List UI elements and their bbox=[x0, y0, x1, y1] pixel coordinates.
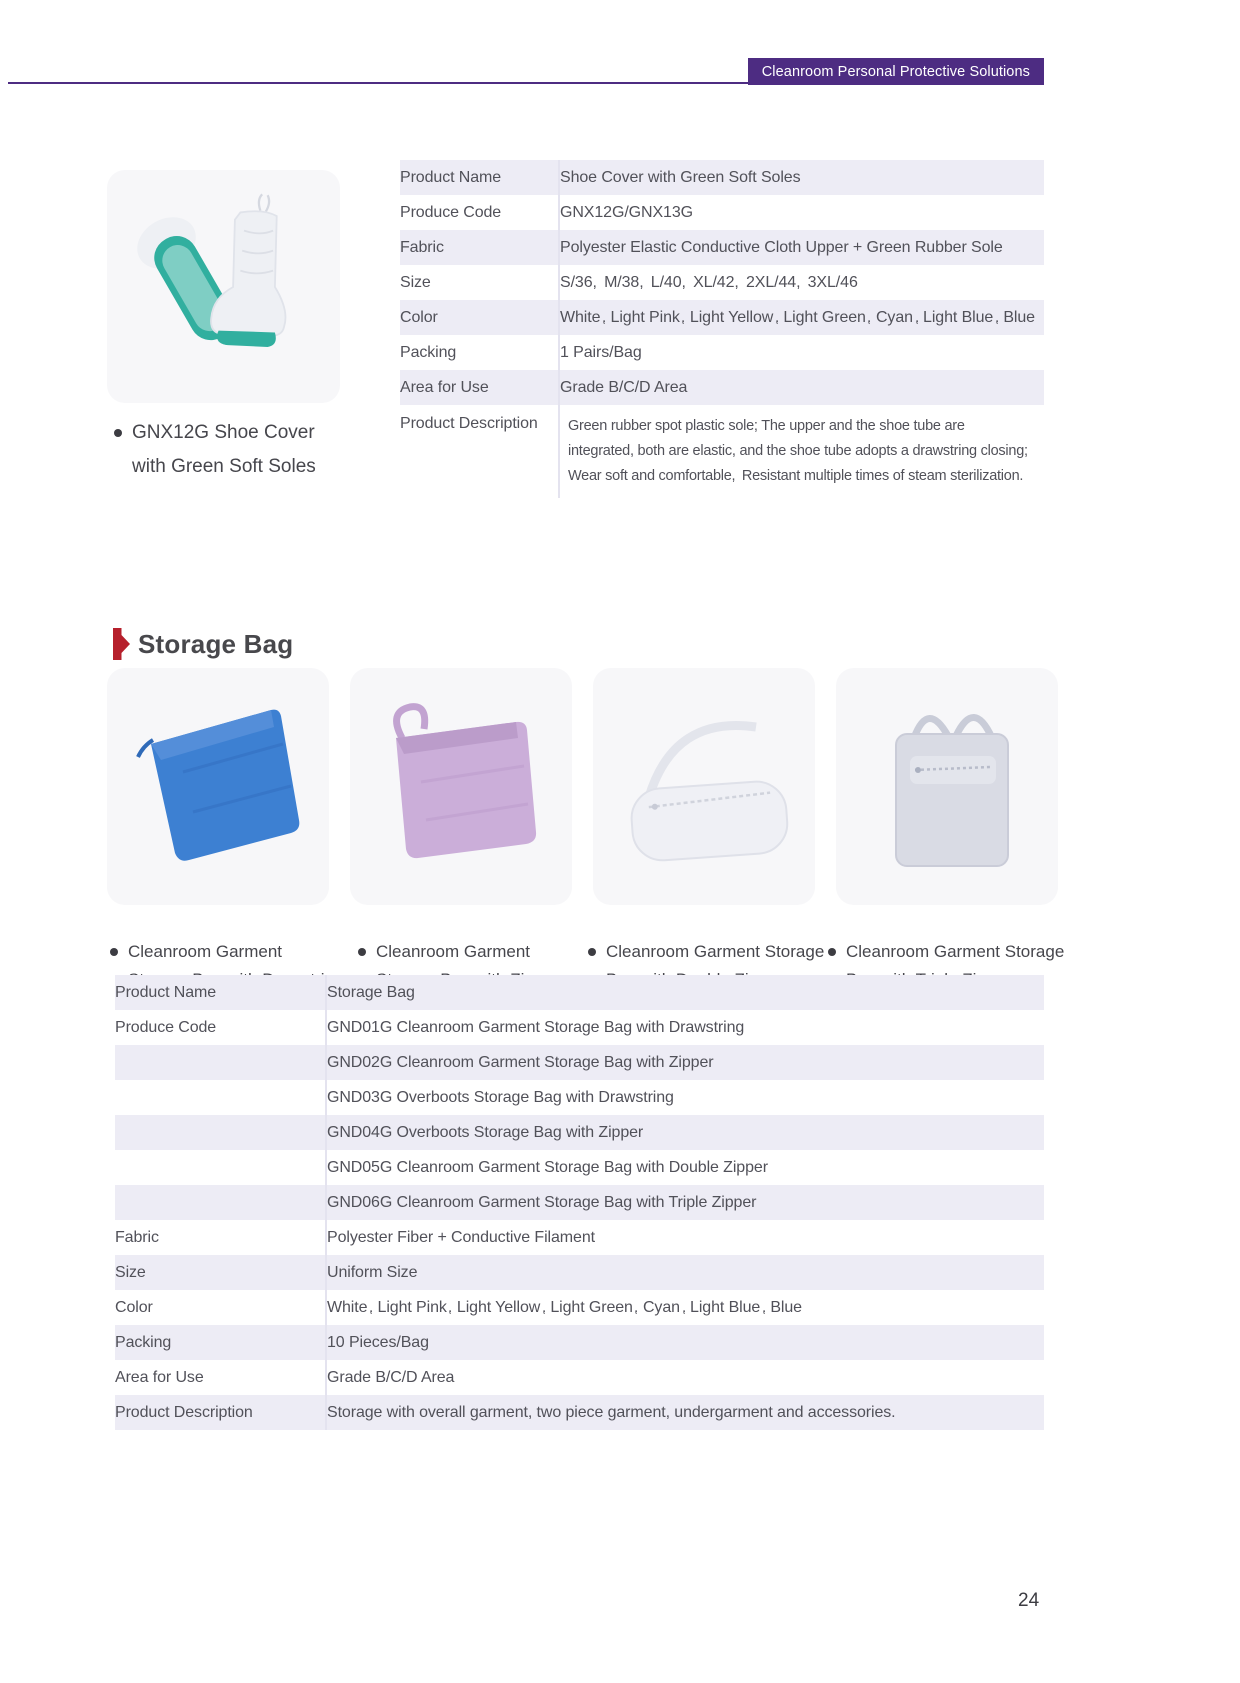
table-row bbox=[115, 975, 1044, 1010]
bullet-icon bbox=[358, 948, 366, 956]
spec-value-cell: White, Light Pink, Light Yellow, Light Green, Cyan, Light Blue, Blue bbox=[559, 300, 1044, 335]
table-row bbox=[115, 1150, 1044, 1185]
spec-label-cell: Area for Use bbox=[400, 370, 559, 405]
table-row bbox=[115, 1080, 1044, 1115]
table-row bbox=[400, 370, 1044, 405]
header-rule bbox=[8, 82, 784, 84]
spec-value-cell: Green rubber spot plastic sole; The upper and the shoe tube are integrated, both are elastic, and the shoe tube adopts a drawstring closing; Wear soft and comfortable, Resistant multiple times of steam sterilization. bbox=[559, 405, 1044, 498]
spec-label-cell bbox=[115, 1080, 326, 1115]
table-row bbox=[400, 300, 1044, 335]
caption-line: GNX12G Shoe Cover bbox=[132, 422, 315, 443]
spec-label-cell: Product Description bbox=[115, 1395, 326, 1430]
bullet-icon bbox=[828, 948, 836, 956]
bullet-icon bbox=[588, 948, 596, 956]
caption-line: Cleanroom Garment bbox=[376, 942, 531, 961]
table-row bbox=[115, 1360, 1044, 1395]
shoe-cover-image bbox=[124, 187, 324, 387]
spec-label-cell: Size bbox=[400, 273, 431, 291]
spec-label-cell: Produce Code bbox=[400, 203, 502, 221]
storage-bag-spec-table bbox=[115, 975, 1044, 1430]
caption-line: with Green Soft Soles bbox=[132, 456, 316, 477]
blue-drawstring-bag-image bbox=[123, 692, 313, 882]
storage-bag-section-heading bbox=[113, 628, 293, 660]
caption-line: Cleanroom Garment Storage bbox=[606, 942, 825, 961]
spec-label-cell: Packing bbox=[400, 343, 457, 361]
shoe-standing-view bbox=[211, 194, 285, 347]
table-row bbox=[115, 1010, 1044, 1045]
spec-value-cell: 10 Pieces/Bag bbox=[326, 1325, 1044, 1360]
spec-value-cell: GND02G Cleanroom Garment Storage Bag with Zipper bbox=[326, 1045, 1044, 1080]
spec-value-cell: GND03G Overboots Storage Bag with Drawstring bbox=[326, 1080, 1044, 1115]
table-row bbox=[115, 1325, 1044, 1360]
spec-value-cell: GND04G Overboots Storage Bag with Zipper bbox=[326, 1115, 1044, 1150]
spec-label-cell: Fabric bbox=[400, 230, 559, 265]
spec-value-cell: Polyester Elastic Conductive Cloth Upper + Green Rubber Sole bbox=[559, 230, 1044, 265]
spec-label-cell: Area for Use bbox=[115, 1368, 204, 1386]
spec-label-cell: Fabric bbox=[115, 1228, 159, 1246]
bag-image-card bbox=[593, 668, 815, 905]
table-row bbox=[115, 1395, 1044, 1430]
shoe-cover-caption-text bbox=[132, 416, 316, 484]
caption-line: Cleanroom Garment bbox=[128, 942, 283, 961]
header-banner bbox=[748, 58, 1044, 85]
spec-label-cell bbox=[115, 1185, 326, 1220]
pink-zipper-bag-image bbox=[366, 692, 556, 882]
table-row bbox=[400, 195, 1044, 230]
spec-value-cell: Polyester Fiber + Conductive Filament bbox=[326, 1220, 1044, 1255]
spec-value-cell: White, Light Pink, Light Yellow, Light Green, Cyan, Light Blue, Blue bbox=[326, 1290, 1044, 1325]
table-row bbox=[115, 1220, 1044, 1255]
spec-label-cell: Product Name bbox=[400, 160, 559, 195]
spec-value-cell: Grade B/C/D Area bbox=[559, 370, 1044, 405]
bag-image-card bbox=[350, 668, 572, 905]
spec-label-cell: Packing bbox=[115, 1325, 326, 1360]
shoe-cover-caption bbox=[114, 416, 364, 484]
spec-value-cell: GNX12G/GNX13G bbox=[559, 195, 1044, 230]
table-row bbox=[115, 1290, 1044, 1325]
table-row bbox=[400, 405, 1044, 498]
spec-value-cell: Storage Bag bbox=[326, 975, 1044, 1010]
table-row bbox=[115, 1115, 1044, 1150]
section-heading-label: Storage Bag bbox=[138, 628, 294, 659]
spec-label-cell bbox=[115, 1045, 326, 1080]
spec-label-cell: Size bbox=[115, 1255, 326, 1290]
bullet-icon bbox=[110, 948, 118, 956]
spec-label-cell: Product Name bbox=[115, 975, 326, 1010]
shoe-spec-table bbox=[400, 160, 1044, 498]
spec-label-cell bbox=[115, 1150, 326, 1185]
spec-value-cell: S/36, M/38, L/40, XL/42, 2XL/44, 3XL/46 bbox=[559, 265, 1044, 300]
table-row bbox=[400, 265, 1044, 300]
bag-image-card bbox=[836, 668, 1058, 905]
header-banner-label: Cleanroom Personal Protective Solutions bbox=[761, 63, 1030, 80]
spec-label-cell: Color bbox=[115, 1298, 153, 1316]
table-row bbox=[115, 1045, 1044, 1080]
table-row bbox=[115, 1255, 1044, 1290]
spec-value-cell: Storage with overall garment, two piece garment, undergarment and accessories. bbox=[326, 1395, 1044, 1430]
spec-value-cell: 1 Pairs/Bag bbox=[559, 335, 1044, 370]
spec-value-cell: GND01G Cleanroom Garment Storage Bag with Drawstring bbox=[326, 1010, 1044, 1045]
spec-label-cell: Color bbox=[400, 300, 559, 335]
white-double-zipper-bag-image bbox=[604, 697, 804, 877]
page-number: 24 bbox=[1018, 1590, 1040, 1611]
spec-label-cell: Produce Code bbox=[115, 1018, 217, 1036]
table-row bbox=[400, 160, 1044, 195]
caption-line: Cleanroom Garment Storage bbox=[846, 942, 1065, 961]
spec-label-cell: Product Description bbox=[400, 415, 538, 432]
spec-value-cell: GND06G Cleanroom Garment Storage Bag with Triple Zipper bbox=[326, 1185, 1044, 1220]
bullet-icon bbox=[114, 429, 122, 437]
shoe-cover-image-card bbox=[107, 170, 340, 403]
table-row bbox=[400, 335, 1044, 370]
spec-value-cell: GND05G Cleanroom Garment Storage Bag with Double Zipper bbox=[326, 1150, 1044, 1185]
spec-label-cell bbox=[115, 1115, 326, 1150]
table-row bbox=[115, 1185, 1044, 1220]
bag-image-card bbox=[107, 668, 329, 905]
table-row bbox=[400, 230, 1044, 265]
spec-value-cell: Grade B/C/D Area bbox=[326, 1360, 1044, 1395]
red-flag-icon bbox=[113, 628, 130, 660]
spec-value-cell: Shoe Cover with Green Soft Soles bbox=[559, 160, 1044, 195]
spec-value-cell: Uniform Size bbox=[326, 1255, 1044, 1290]
gray-triple-zipper-bag-image bbox=[852, 692, 1042, 882]
